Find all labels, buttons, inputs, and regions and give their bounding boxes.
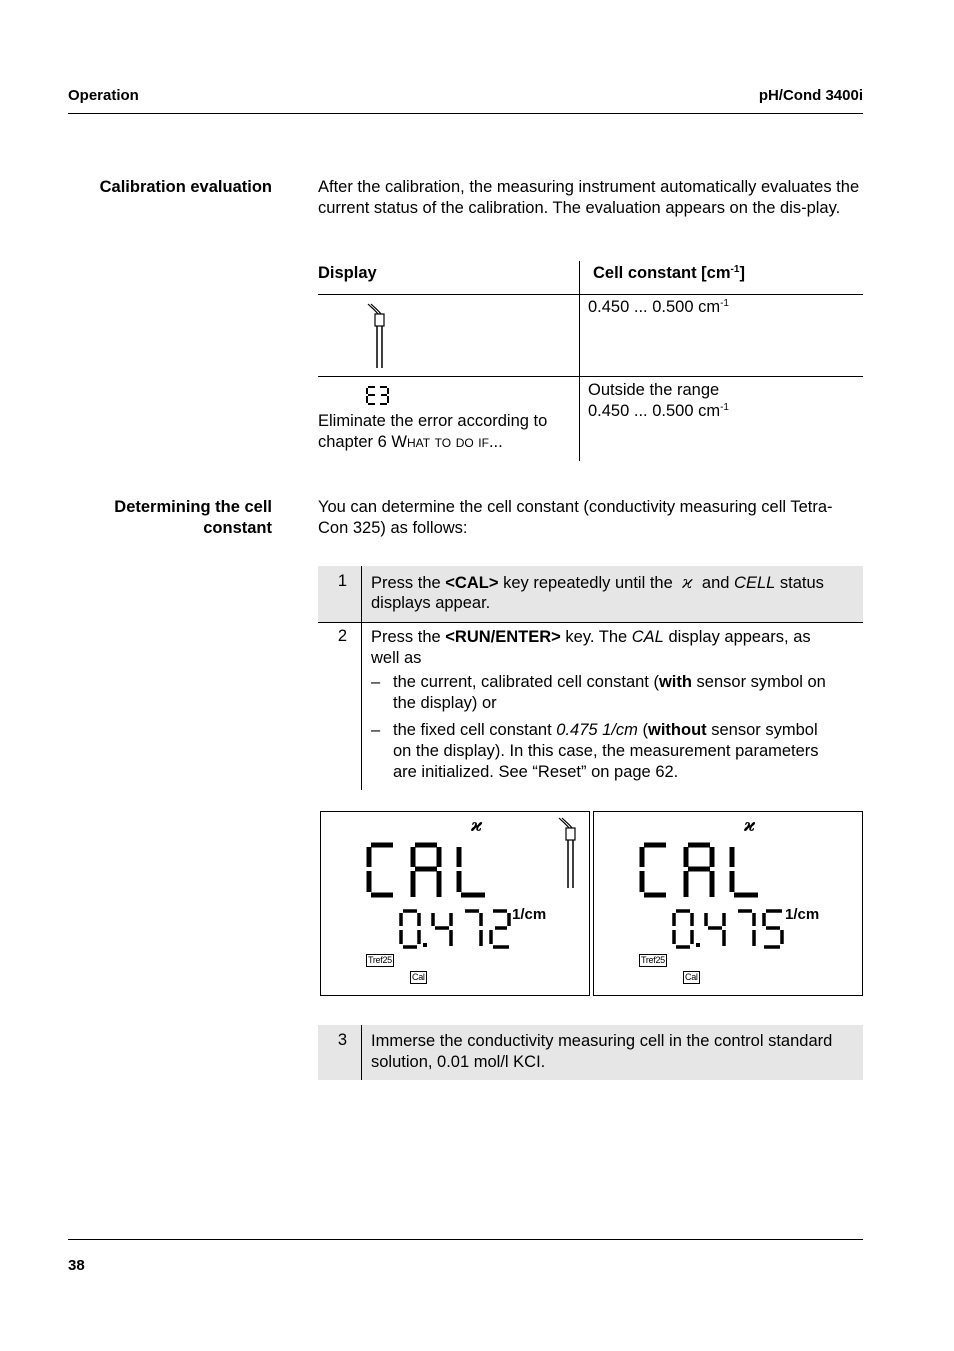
lcd-display-calibrated <box>320 811 590 996</box>
lcd-tref-indicator: Tref25 <box>641 955 665 965</box>
step3-text-line2: solution, 0.01 mol/l KCI. <box>371 1053 546 1071</box>
step1-text-line1: Press the <CAL> key repeatedly until the ϰ and CELL status <box>371 573 824 592</box>
lcd-display-fixed <box>593 811 863 996</box>
header-rule <box>68 113 863 114</box>
sensor-probe-icon <box>557 816 579 892</box>
lcd-tref-indicator: Tref25 <box>368 955 392 965</box>
table-header-cell-constant: Cell constant $[cm^{-1}]$ <box>593 264 745 282</box>
row1-cell-constant-range: 0.450 ... 0.500 $cm^{-1}$ <box>588 298 729 316</box>
step1-text-line2: displays appear. <box>371 594 491 612</box>
step2-bullet2-line3: are initialized. See “Reset” on page 62. <box>393 763 679 781</box>
step2-bullet1-line2: the display) or <box>393 694 497 712</box>
row2-range-value: 0.450 ... 0.500 $cm^{-1}$ <box>588 402 729 420</box>
step2-bullet2-line2: on the display). In this case, the measurement parameters <box>393 742 819 760</box>
conductivity-kappa-icon: ϰ <box>471 816 483 836</box>
lcd-cal-indicator: Cal <box>412 972 425 982</box>
lcd-value-digits <box>399 908 515 950</box>
lcd-value-digits <box>672 908 788 950</box>
determining-cell-constant-heading: Determining the cell constant <box>114 498 272 537</box>
step2-bullet2-line1: the fixed cell constant 0.475 1/cm (without sensor symbol <box>393 721 818 739</box>
determining-intro-line2: Con 325) as follows: <box>318 519 468 537</box>
conductivity-kappa-icon: ϰ <box>682 573 693 592</box>
step2-bullet2-dash: – <box>371 721 381 739</box>
step3-text-line1: Immerse the conductivity measuring cell in the control standard <box>371 1032 833 1050</box>
lcd-main-cal-digits <box>638 840 768 900</box>
table-header-rule <box>318 294 863 295</box>
step2-bullet1-dash: – <box>371 673 381 691</box>
determining-intro-line1: You can determine the cell constant (conductivity measuring cell Tetra- <box>318 498 833 516</box>
step1-bottom-rule <box>318 622 863 623</box>
chapter-reference: What to do if <box>391 433 489 451</box>
lcd-main-cal-digits <box>365 840 495 900</box>
header-section-title: Operation <box>68 87 139 104</box>
step2-text-line2: well as <box>371 649 422 667</box>
step2-bullet1-line1: the current, calibrated cell constant (with sensor symbol on <box>393 673 826 691</box>
row2-error-text-line2: chapter 6 What to do if... <box>318 433 503 451</box>
table-row-rule <box>318 376 863 377</box>
step1-number: 1 <box>337 572 347 590</box>
step3-divider <box>361 1025 362 1080</box>
run-enter-key: <RUN/ENTER> <box>445 628 561 646</box>
row2-outside-range: Outside the range <box>588 381 720 399</box>
error-e3-lcd-code <box>365 385 391 407</box>
header-product-name: pH/Cond 3400i <box>758 87 863 104</box>
step2-divider <box>361 623 362 790</box>
calibration-evaluation-heading: Calibration evaluation <box>99 178 272 196</box>
row2-error-text-line1: Eliminate the error according to <box>318 412 548 430</box>
table-column-divider <box>579 261 580 461</box>
step2-text-line1: Press the <RUN/ENTER> key. The CAL display appears, as <box>371 628 811 646</box>
cal-key: <CAL> <box>445 574 499 592</box>
lcd-unit-label: 1/cm <box>785 906 820 923</box>
calibration-evaluation-intro: After the calibration, the measuring instrument automatically evaluates the current status of the calibration. The evaluation appears on the dis-play. <box>318 178 860 217</box>
page-number: 38 <box>68 1257 85 1274</box>
footer-rule <box>68 1239 863 1240</box>
table-header-display: Display <box>318 264 377 282</box>
step3-number: 3 <box>337 1031 347 1049</box>
lcd-cal-indicator: Cal <box>685 972 698 982</box>
lcd-unit-label: 1/cm <box>512 906 547 923</box>
conductivity-kappa-icon: ϰ <box>744 816 756 836</box>
step2-number: 2 <box>337 627 347 645</box>
sensor-probe-icon <box>366 302 388 372</box>
step1-divider <box>361 566 362 622</box>
